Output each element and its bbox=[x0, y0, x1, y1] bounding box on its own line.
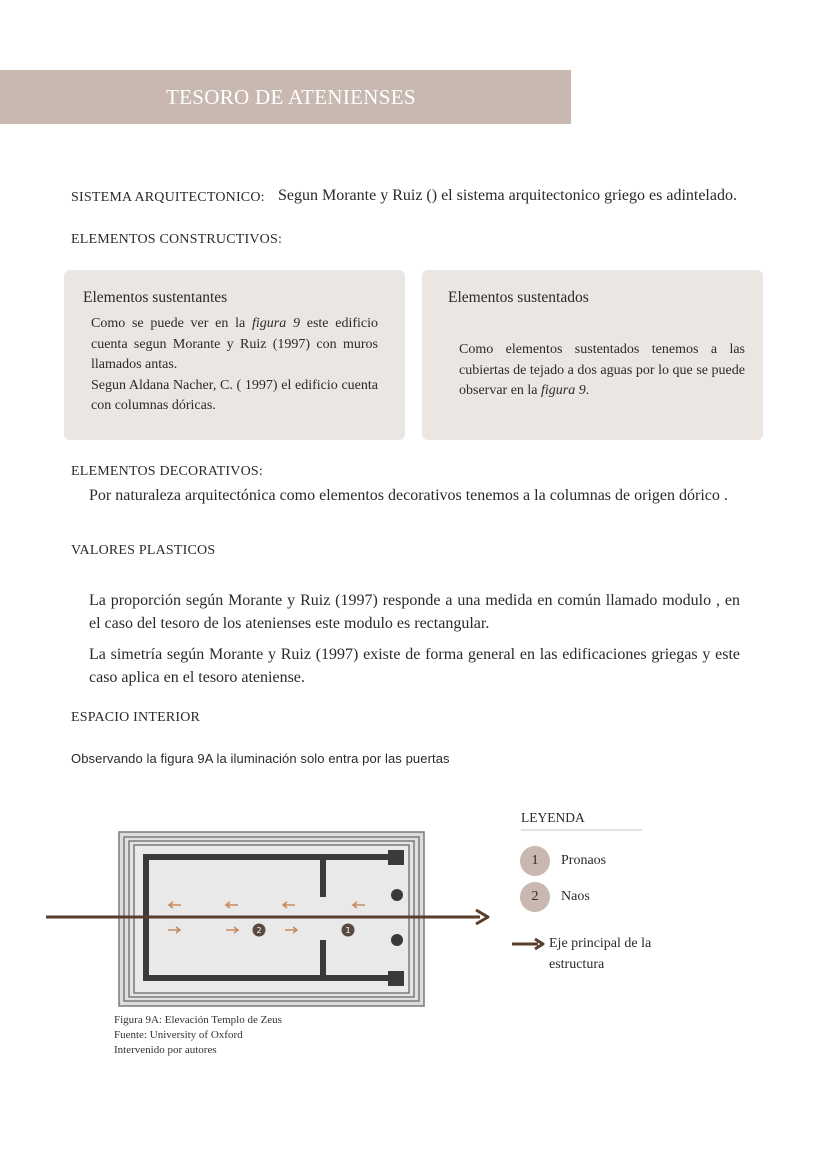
espacio-label: ESPACIO INTERIOR bbox=[71, 710, 201, 725]
sistema-label: SISTEMA ARQUITECTONICO: bbox=[71, 190, 265, 205]
plasticos-label: VALORES PLASTICOS bbox=[71, 543, 216, 558]
sistema-text: Segun Morante y Ruiz () el sistema arquitectonico griego es adintelado. bbox=[278, 187, 737, 204]
svg-text:1: 1 bbox=[345, 926, 351, 935]
caption-line-3: Intervenido por autores bbox=[114, 1044, 217, 1056]
legend-number-1: 1 bbox=[520, 846, 550, 876]
caption-line-1: Figura 9A: Elevación Templo de Zeus bbox=[114, 1014, 282, 1026]
card-sustentados-title: Elementos sustentados bbox=[448, 289, 589, 306]
room-marker-pronaos bbox=[342, 924, 355, 937]
sustentados-paragraph: Como elementos sustentados tenemos a las cubiertas de tejado a dos aguas por lo que se puede observar en la figura 9. bbox=[459, 342, 745, 398]
legend-number-2: 2 bbox=[520, 882, 550, 912]
legend-label-naos: Naos bbox=[561, 889, 590, 904]
legend-divider bbox=[521, 829, 642, 831]
plasticos-paragraph-1: La proporción según Morante y Ruiz (1997) responde a una medida en común llamado modulo , en el caso del tesoro de los atenienses este modulo es rectangular. bbox=[89, 592, 740, 632]
sustentantes-paragraph-2: Segun Aldana Nacher, C. ( 1997) el edificio cuenta con columnas dóricas. bbox=[91, 377, 378, 413]
legend-axis-arrow bbox=[512, 939, 543, 949]
espacio-text: Observando la figura 9A la iluminación solo entra por las puertas bbox=[71, 751, 450, 766]
card-sustentantes-title: Elementos sustentantes bbox=[83, 289, 228, 306]
figure-reference: figura 9 bbox=[541, 383, 586, 398]
caption-line-2: Fuente: University of Oxford bbox=[114, 1029, 243, 1041]
figure-caption bbox=[114, 1013, 282, 1058]
room-marker-naos bbox=[253, 924, 266, 937]
svg-text:2: 2 bbox=[256, 926, 262, 935]
figure-reference: figura 9 bbox=[252, 316, 300, 331]
decorativos-text: Por naturaleza arquitectónica como elementos decorativos tenemos a la columnas de origen dórico . bbox=[89, 487, 728, 504]
constructivos-label: ELEMENTOS CONSTRUCTIVOS: bbox=[71, 232, 283, 247]
legend-label-pronaos: Pronaos bbox=[561, 853, 607, 868]
legend-title: LEYENDA bbox=[521, 810, 585, 825]
sustentantes-paragraph-1: Como se puede ver en la figura 9 este edificio cuenta segun Morante y Ruiz (1997) con muros llamados antas. bbox=[91, 316, 379, 372]
decorativos-label: ELEMENTOS DECORATIVOS: bbox=[71, 464, 263, 479]
plasticos-paragraph-2: La simetría según Morante y Ruiz (1997) existe de forma general en las edificaciones griegas y este caso aplica en el tesoro ateniense. bbox=[89, 646, 740, 686]
legend-axis-label: Eje principal de la estructura bbox=[549, 936, 652, 972]
page-title: TESORO DE ATENIENSES bbox=[166, 84, 416, 109]
